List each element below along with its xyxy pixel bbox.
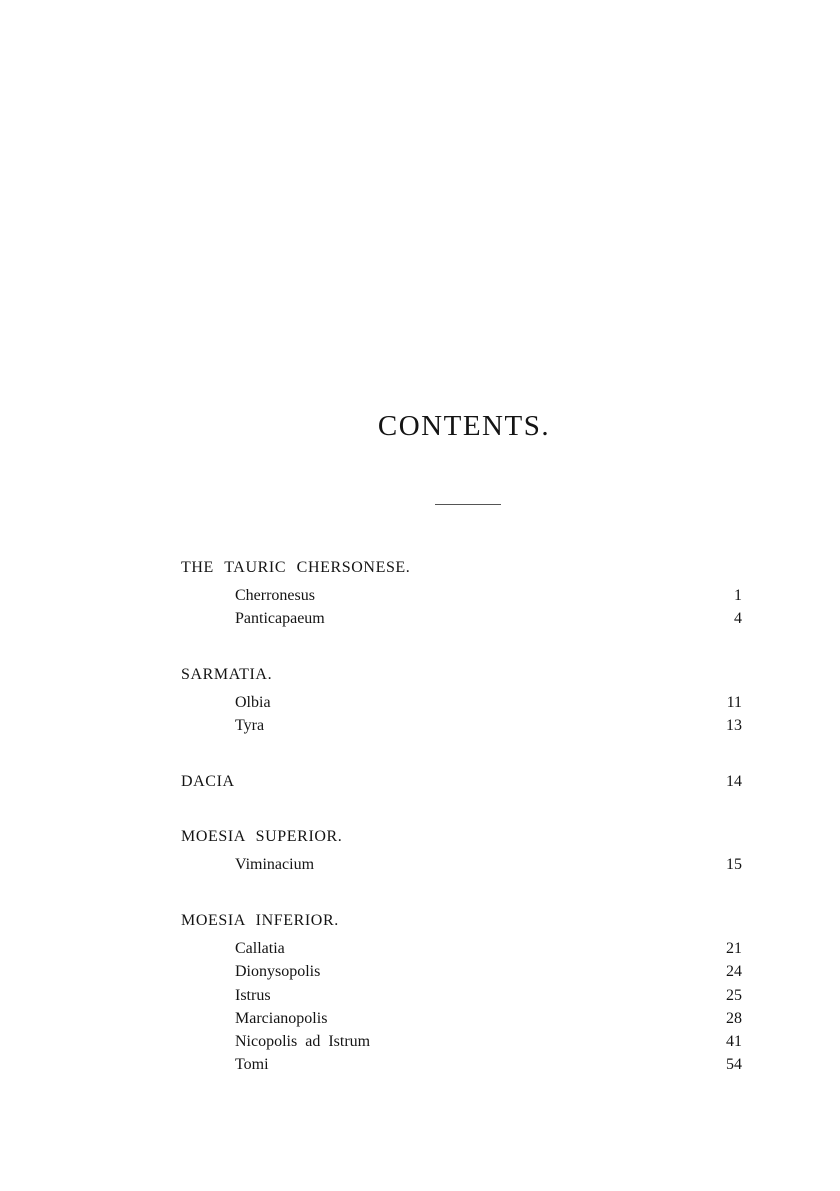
contents-entry[interactable] bbox=[235, 856, 742, 876]
contents-entry[interactable] bbox=[235, 1056, 742, 1076]
entry-name: Dionysopolis bbox=[235, 963, 321, 980]
entry-page: 14 bbox=[726, 773, 742, 790]
entry-page: 28 bbox=[726, 1010, 742, 1027]
entry-page: 1 bbox=[734, 587, 742, 604]
section-heading: THE TAURIC CHERSONESE. bbox=[181, 559, 411, 576]
entry-name: Tomi bbox=[235, 1056, 269, 1073]
entry-name: Panticapaeum bbox=[235, 610, 325, 627]
entry-page: 54 bbox=[726, 1056, 742, 1073]
contents-entry[interactable] bbox=[235, 694, 742, 714]
section-heading: MOESIA INFERIOR. bbox=[181, 912, 339, 929]
entry-name: Cherronesus bbox=[235, 587, 315, 604]
entry-name: Marcianopolis bbox=[235, 1010, 328, 1027]
entry-page: 11 bbox=[726, 694, 742, 711]
entry-name: Nicopolis ad Istrum bbox=[235, 1033, 371, 1050]
contents-entry[interactable] bbox=[235, 1033, 742, 1053]
contents-entry[interactable] bbox=[235, 940, 742, 960]
contents-entry[interactable] bbox=[235, 987, 742, 1007]
section-heading: DACIA bbox=[181, 773, 235, 790]
contents-entry[interactable] bbox=[235, 1010, 742, 1030]
entry-page: 25 bbox=[726, 987, 742, 1004]
title-divider bbox=[435, 504, 501, 505]
contents-entry[interactable] bbox=[235, 587, 742, 607]
entry-name: Tyra bbox=[235, 717, 265, 734]
contents-entry[interactable] bbox=[235, 963, 742, 983]
page-title: CONTENTS. bbox=[377, 410, 551, 442]
entry-page: 24 bbox=[726, 963, 742, 980]
entry-name: Viminacium bbox=[235, 856, 315, 873]
entry-page: 4 bbox=[734, 610, 742, 627]
entry-name: Olbia bbox=[235, 694, 271, 711]
entry-page: 15 bbox=[726, 856, 742, 873]
contents-entry[interactable] bbox=[235, 717, 742, 737]
entry-page: 13 bbox=[726, 717, 742, 734]
contents-entry[interactable] bbox=[235, 610, 742, 630]
entry-page: 41 bbox=[726, 1033, 742, 1050]
entry-name: Istrus bbox=[235, 987, 271, 1004]
section-heading: MOESIA SUPERIOR. bbox=[181, 828, 343, 845]
entry-name: Callatia bbox=[235, 940, 285, 957]
entry-page: 21 bbox=[726, 940, 742, 957]
section-heading: SARMATIA. bbox=[181, 666, 273, 683]
contents-entry[interactable] bbox=[181, 773, 742, 793]
